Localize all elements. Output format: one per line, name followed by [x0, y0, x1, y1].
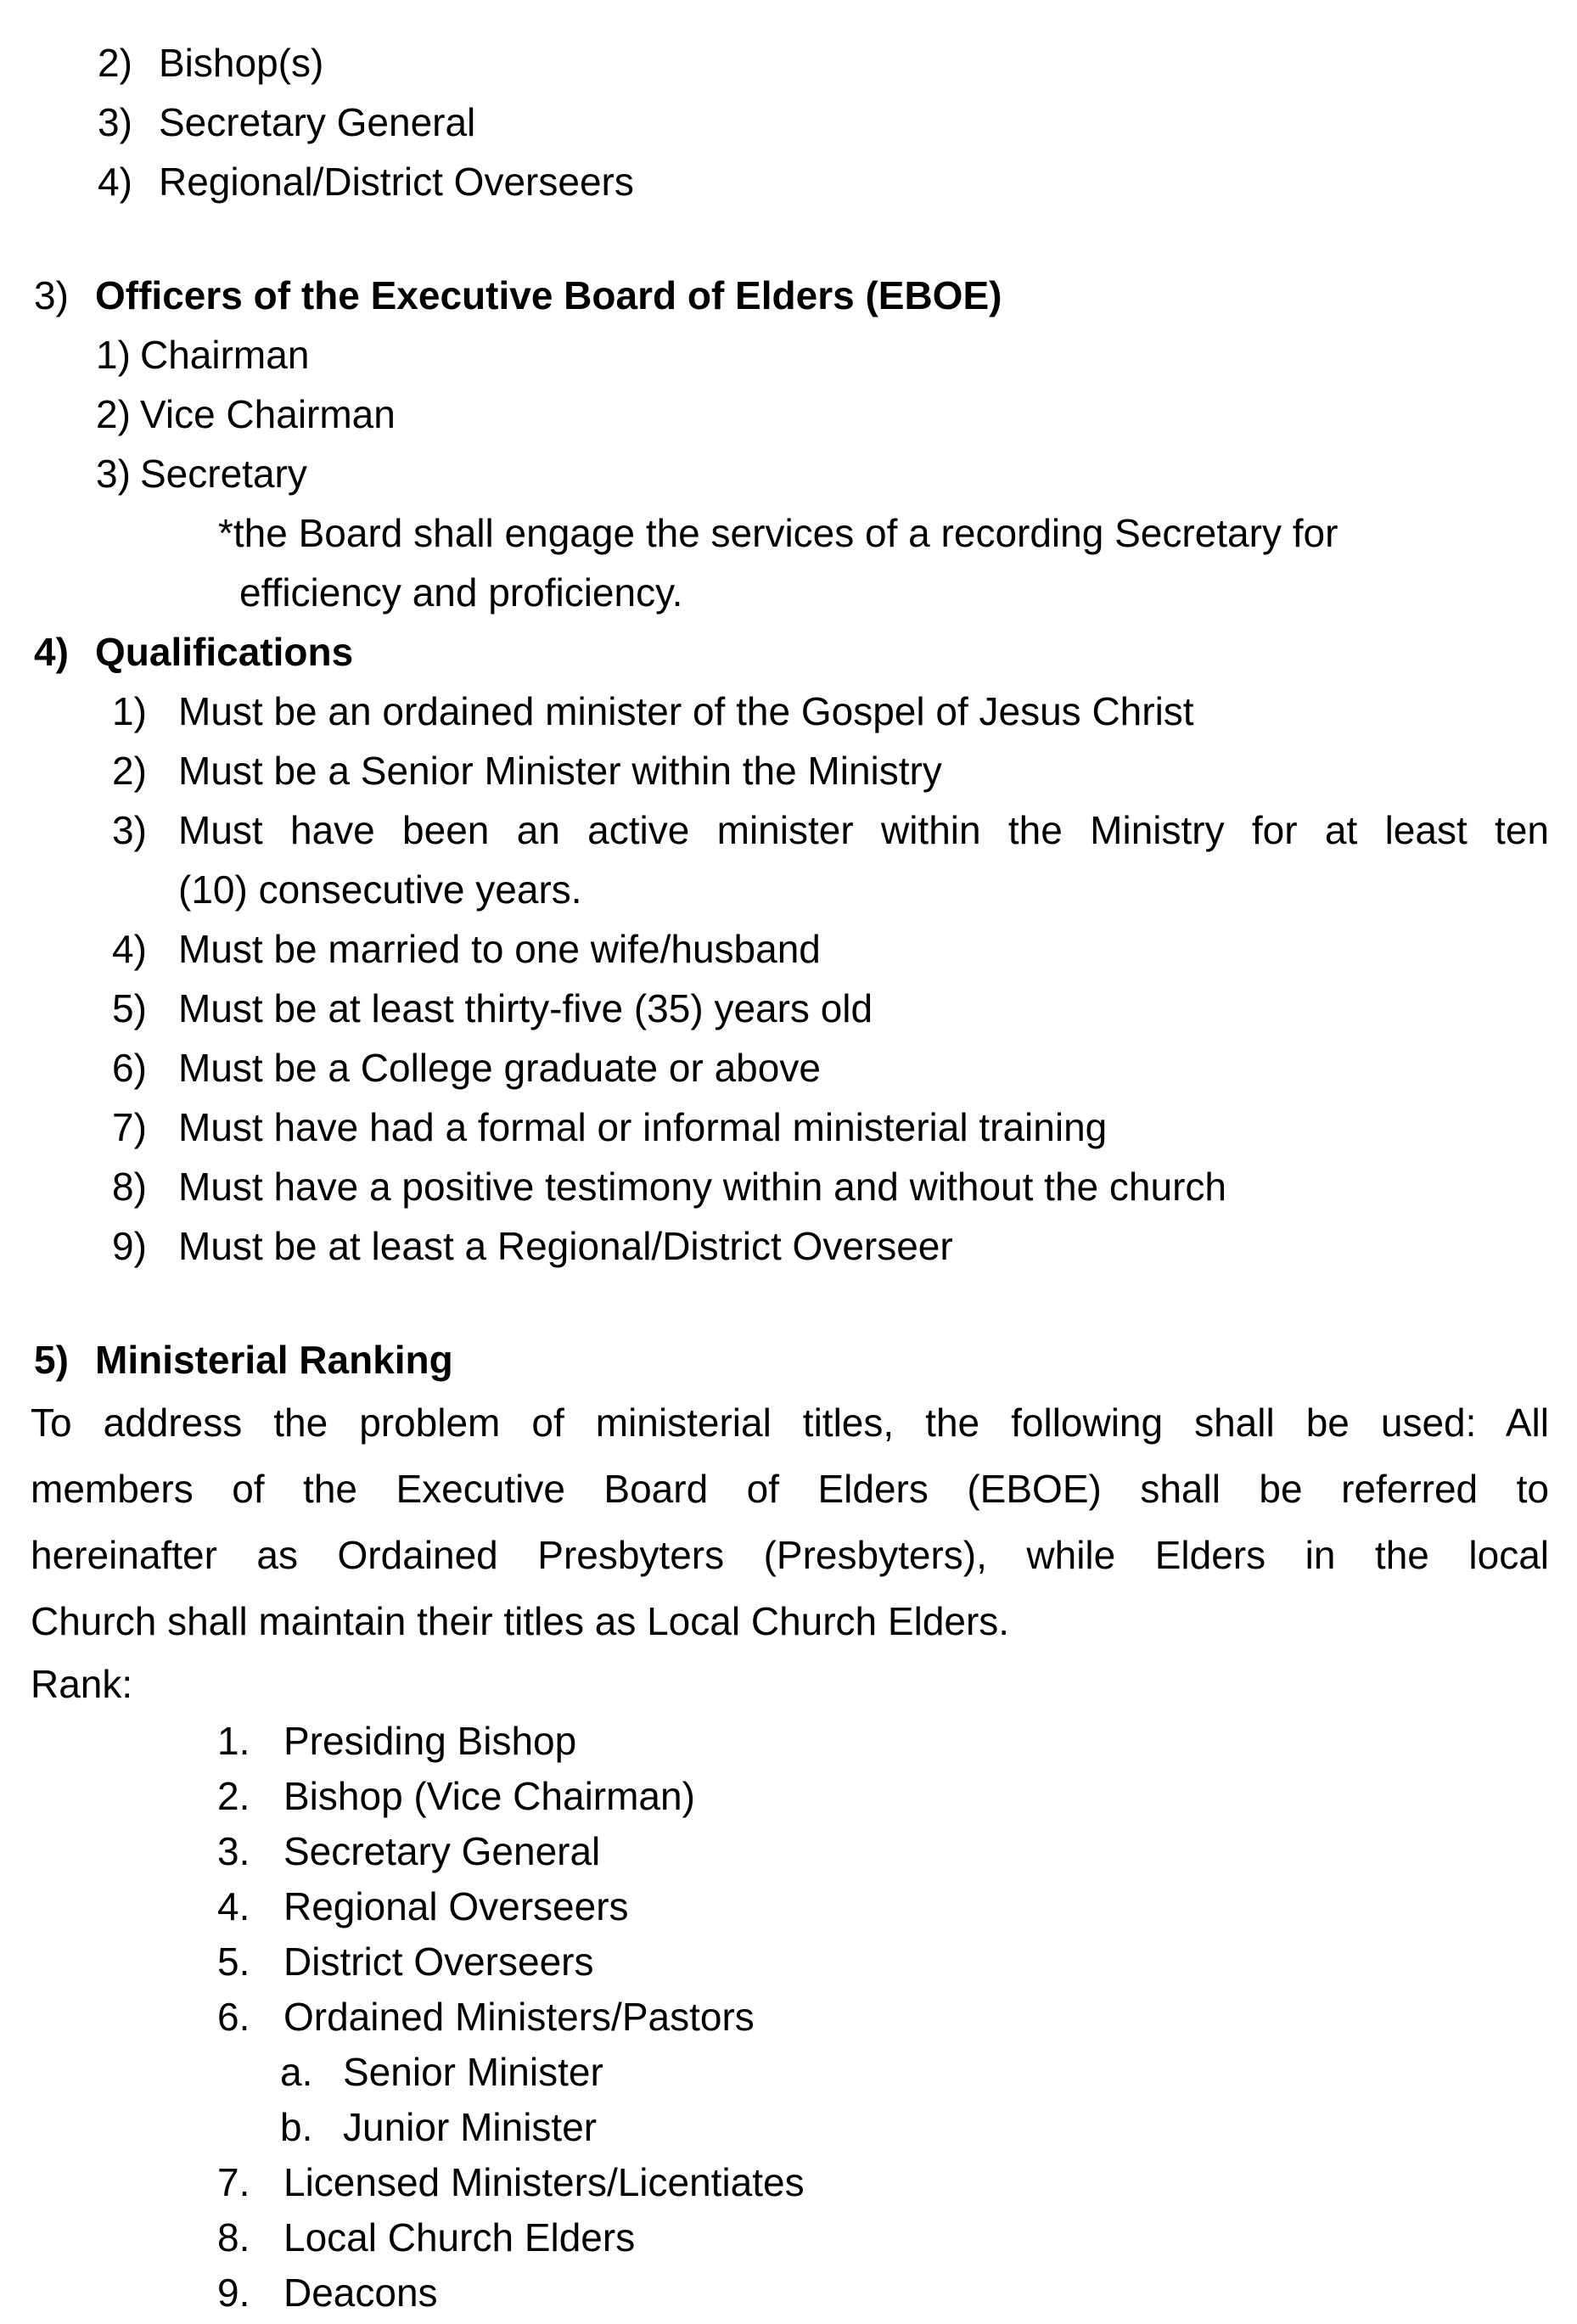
list-item	[0, 1879, 1577, 1934]
item-marker: 1)	[112, 689, 147, 733]
item-text: Secretary General	[283, 1829, 601, 1873]
item-text: Deacons	[283, 2271, 438, 2315]
section-heading-officers	[0, 266, 1577, 325]
item-marker: 2)	[96, 392, 131, 436]
item-text: Must have a positive testimony within and without the church	[178, 1165, 1226, 1209]
item-marker: 4.	[217, 1884, 250, 1928]
item-text: Junior Minister	[343, 2105, 598, 2149]
heading-text: Officers of the Executive Board of Elders (EBOE)	[95, 273, 1002, 317]
list-item	[0, 93, 1577, 152]
item-text: Regional Overseers	[283, 1884, 629, 1928]
item-text: Vice Chairman	[140, 392, 396, 436]
item-text: Must be at least thirty-five (35) years old	[178, 986, 873, 1030]
item-marker: b.	[280, 2105, 313, 2149]
list-item	[0, 444, 1577, 503]
item-marker: 7)	[112, 1105, 147, 1149]
heading-text: Qualifications	[95, 630, 354, 674]
item-text: Secretary General	[159, 100, 476, 144]
item-marker: 3)	[96, 452, 131, 496]
paragraph-line: hereinafter as Ordained Presbyters (Presbyters), while Elders in the local	[31, 1533, 1549, 1577]
item-marker: 1.	[217, 1719, 250, 1763]
item-text: Bishop (Vice Chairman)	[283, 1774, 695, 1818]
list-item	[112, 1097, 1549, 1157]
rank-list	[0, 1714, 1577, 2321]
item-marker: 3)	[98, 100, 132, 144]
item-marker: 6)	[112, 1046, 147, 1090]
list-item	[0, 1824, 1577, 1879]
item-marker: 1)	[96, 333, 131, 377]
item-marker: 8.	[217, 2215, 250, 2259]
item-marker: 2.	[217, 1774, 250, 1818]
ranking-paragraph	[31, 1389, 1549, 1654]
item-marker: 3)	[112, 808, 147, 852]
item-marker: 5)	[112, 986, 147, 1030]
footnote-line: *the Board shall engage the services of a recording Secretary for	[218, 511, 1338, 555]
list-item	[112, 800, 1549, 919]
blank-line	[0, 1276, 1577, 1330]
section-heading-ranking	[0, 1330, 1577, 1389]
item-marker: 7.	[217, 2160, 250, 2204]
heading-marker: 4)	[34, 630, 69, 674]
item-marker: 3.	[217, 1829, 250, 1873]
list-item	[0, 2155, 1577, 2210]
list-item	[0, 1769, 1577, 1824]
list-item	[0, 385, 1577, 444]
list-item	[112, 979, 1549, 1038]
item-text: Local Church Elders	[283, 2215, 636, 2259]
item-text: District Overseers	[283, 1939, 594, 1984]
list-item	[0, 33, 1577, 93]
list-item	[112, 682, 1549, 741]
heading-marker: 3)	[34, 273, 69, 317]
list-item	[0, 152, 1577, 211]
item-text-line1: Must have been an active minister within the Ministry for at least ten	[178, 808, 1549, 852]
blank-line	[0, 211, 1577, 266]
list-item	[0, 1714, 1577, 1769]
list-item	[112, 1216, 1549, 1276]
item-marker: 6.	[217, 1995, 250, 2039]
item-text: Must be married to one wife/husband	[178, 927, 821, 971]
heading-marker: 5)	[34, 1338, 69, 1382]
list-item	[0, 2045, 1577, 2100]
list-item	[0, 325, 1577, 385]
paragraph-line: To address the problem of ministerial titles, the following shall be used: All	[31, 1401, 1549, 1445]
item-text: Chairman	[140, 333, 310, 377]
item-text: Senior Minister	[343, 2050, 603, 2094]
item-text: Licensed Ministers/Licentiates	[283, 2160, 805, 2204]
item-text: Must be an ordained minister of the Gospel of Jesus Christ	[178, 689, 1194, 733]
item-text: Must have had a formal or informal ministerial training	[178, 1105, 1108, 1149]
list-item	[0, 1934, 1577, 1990]
item-marker: a.	[280, 2050, 313, 2094]
item-text: Bishop(s)	[159, 41, 324, 85]
rank-label: Rank:	[31, 1662, 133, 1706]
item-marker: 2)	[98, 41, 132, 85]
item-text: Must be a Senior Minister within the Ministry	[178, 749, 942, 793]
list-item	[0, 2265, 1577, 2321]
item-marker: 4)	[98, 160, 132, 204]
item-text: Must be at least a Regional/District Overseer	[178, 1224, 953, 1268]
list-item	[112, 919, 1549, 979]
item-text: Ordained Ministers/Pastors	[283, 1995, 755, 2039]
item-text: Regional/District Overseers	[159, 160, 634, 204]
item-text: Presiding Bishop	[283, 1719, 577, 1763]
item-text-line2: (10) consecutive years.	[178, 867, 582, 912]
item-marker: 8)	[112, 1165, 147, 1209]
list-item	[112, 1157, 1549, 1216]
heading-text: Ministerial Ranking	[95, 1338, 453, 1382]
item-marker: 2)	[112, 749, 147, 793]
list-item	[0, 1990, 1577, 2045]
list-item	[0, 2210, 1577, 2265]
list-item	[112, 1038, 1549, 1097]
paragraph-line: Church shall maintain their titles as Local Church Elders.	[31, 1599, 1010, 1643]
list-item	[0, 2100, 1577, 2155]
item-marker: 4)	[112, 927, 147, 971]
item-marker: 9.	[217, 2271, 250, 2315]
item-marker: 9)	[112, 1224, 147, 1268]
footnote-line: efficiency and proficiency.	[239, 570, 683, 615]
list-item	[112, 741, 1549, 800]
item-marker: 5.	[217, 1939, 250, 1984]
item-text: Must be a College graduate or above	[178, 1046, 821, 1090]
paragraph-line: members of the Executive Board of Elders (EBOE) shall be referred to	[31, 1467, 1549, 1511]
item-text: Secretary	[140, 452, 307, 496]
section-heading-qualifications	[0, 622, 1577, 682]
